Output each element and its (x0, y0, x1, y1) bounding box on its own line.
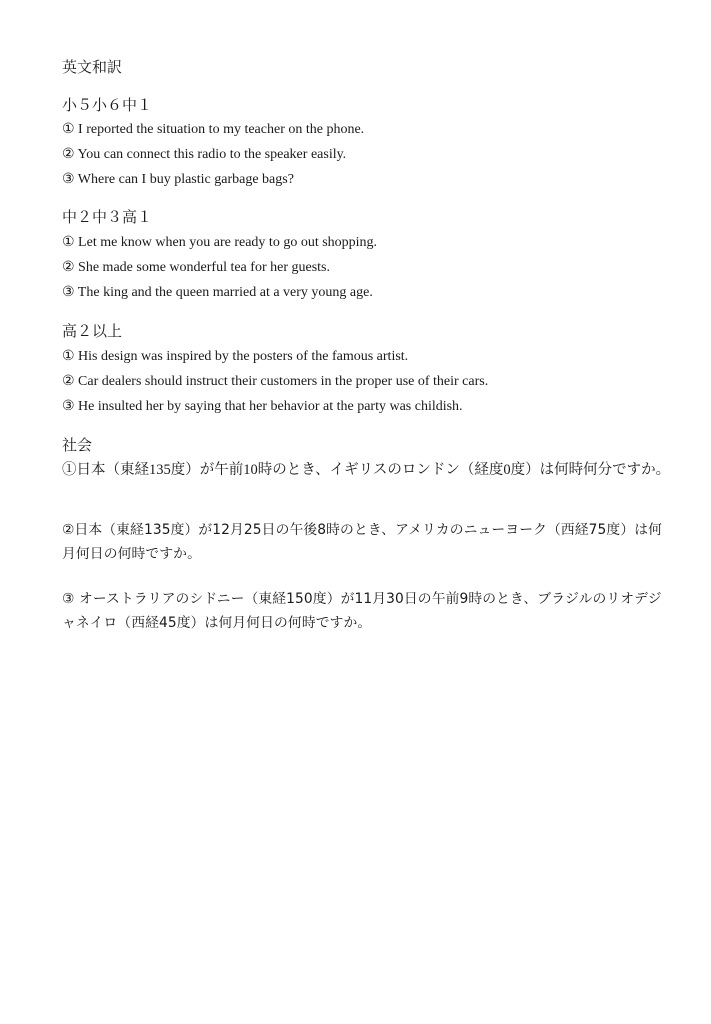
sentence-item: ② You can connect this radio to the speaker easily. (62, 147, 347, 162)
sentence-item: ① Let me know when you are ready to go out shopping. (62, 235, 378, 250)
social-question-1: ①日本（東経135度）が午前10時のとき、イギリスのロンドン（経度0度）は何時何分ですか。 (62, 462, 671, 478)
sentence-item: ② Car dealers should instruct their customers in the proper use of their cars. (62, 374, 489, 389)
sentence-item: ② She made some wonderful tea for her guests. (62, 260, 330, 275)
section-heading-elementary: 小５小６中１ (62, 98, 153, 114)
section-heading-junior-high: 中２中３高１ (62, 210, 153, 226)
section-heading-high-school: 高２以上 (62, 324, 123, 340)
sentence-item: ① His design was inspired by the posters of the famous artist. (62, 349, 409, 364)
section-heading-social-studies: 社会 (62, 438, 93, 454)
sentence-item: ③ He insulted her by saying that her behavior at the party was childish. (62, 399, 463, 414)
social-question-2: ②日本（東経135度）が12月25日の午後8時のとき、アメリカのニューヨーク（西経75度）は何月何日の何時ですか。 (62, 522, 663, 562)
sentence-item: ③ Where can I buy plastic garbage bags? (62, 172, 294, 187)
sentence-item: ③ The king and the queen married at a very young age. (62, 285, 373, 300)
document-title: 英文和訳 (62, 60, 123, 76)
social-question-3: ③ オーストラリアのシドニー（東経150度）が11月30日の午前9時のとき、ブラジルのリオデジャネイロ（西経45度）は何月何日の何時ですか。 (62, 591, 662, 631)
sentence-item: ① I reported the situation to my teacher on the phone. (62, 122, 365, 137)
